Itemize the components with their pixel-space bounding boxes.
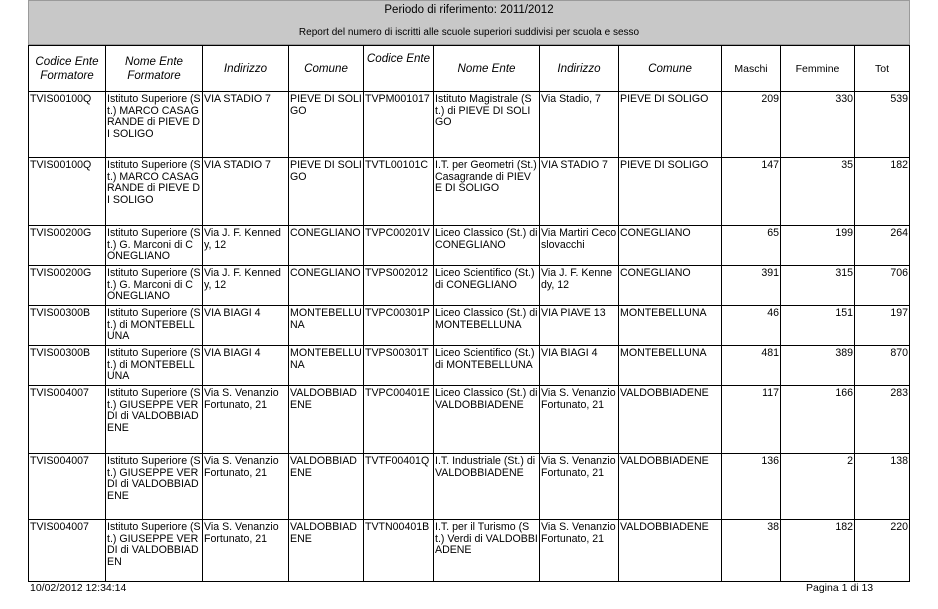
cell-nome-formatore: Istituto Superiore (St.) GIUSEPPE VERDI di VALDOBBIADEN — [106, 520, 203, 582]
cell-indirizzo-formatore: VIA STADIO 7 — [203, 92, 289, 158]
cell-comune-ente: VALDOBBIADENE — [619, 454, 722, 520]
col-header-nome-ente: Nome Ente — [434, 46, 540, 92]
cell-tot: 220 — [855, 520, 910, 582]
cell-nome-ente: I.T. Industriale (St.) di VALDOBBIADENE — [434, 454, 540, 520]
cell-femmine: 166 — [781, 386, 855, 454]
cell-tot: 283 — [855, 386, 910, 454]
cell-nome-ente: Istituto Magistrale (St.) di PIEVE DI SOLIGO — [434, 92, 540, 158]
cell-codice-formatore: TVIS00300B — [29, 306, 106, 346]
table-header-row — [29, 46, 910, 92]
cell-maschi: 147 — [722, 158, 781, 226]
cell-codice-ente: TVTN00401B — [364, 520, 434, 582]
cell-codice-ente: TVTF00401Q — [364, 454, 434, 520]
cell-nome-formatore: Istituto Superiore (St.) di MONTEBELLUNA — [106, 306, 203, 346]
cell-comune-ente: CONEGLIANO — [619, 226, 722, 266]
cell-nome-formatore: Istituto Superiore (St.) GIUSEPPE VERDI di VALDOBBIADENE — [106, 386, 203, 454]
cell-indirizzo-formatore: VIA STADIO 7 — [203, 158, 289, 226]
cell-comune-ente: MONTEBELLUNA — [619, 306, 722, 346]
cell-nome-formatore: Istituto Superiore (St.) G. Marconi di CONEGLIANO — [106, 226, 203, 266]
cell-indirizzo-ente: Via Stadio, 7 — [540, 92, 619, 158]
cell-nome-formatore: Istituto Superiore (St.) MARCO CASAGRANDE di PIEVE DI SOLIGO — [106, 158, 203, 226]
cell-codice-formatore: TVIS004007 — [29, 454, 106, 520]
cell-codice-ente: TVPC00301P — [364, 306, 434, 346]
cell-indirizzo-ente: VIA PIAVE 13 — [540, 306, 619, 346]
col-header-maschi: Maschi — [722, 46, 781, 92]
table-row — [29, 92, 910, 158]
cell-comune-ente: CONEGLIANO — [619, 266, 722, 306]
cell-nome-formatore: Istituto Superiore (St.) G. Marconi di CONEGLIANO — [106, 266, 203, 306]
cell-femmine: 330 — [781, 92, 855, 158]
cell-tot: 539 — [855, 92, 910, 158]
cell-indirizzo-formatore: Via S. Venanzio Fortunato, 21 — [203, 386, 289, 454]
cell-indirizzo-ente: Via S. Venanzio Fortunato, 21 — [540, 520, 619, 582]
cell-comune-formatore: VALDOBBIADENE — [289, 520, 364, 582]
cell-comune-formatore: PIEVE DI SOLIGO — [289, 158, 364, 226]
cell-comune-ente: VALDOBBIADENE — [619, 386, 722, 454]
cell-maschi: 38 — [722, 520, 781, 582]
cell-tot: 870 — [855, 346, 910, 386]
col-header-codice-ente: Codice Ente — [364, 46, 434, 92]
cell-maschi: 117 — [722, 386, 781, 454]
cell-indirizzo-formatore: Via J. F. Kennedy, 12 — [203, 226, 289, 266]
cell-tot: 706 — [855, 266, 910, 306]
cell-indirizzo-formatore: Via S. Venanzio Fortunato, 21 — [203, 520, 289, 582]
cell-maschi: 65 — [722, 226, 781, 266]
cell-codice-formatore: TVIS00100Q — [29, 92, 106, 158]
cell-codice-formatore: TVIS00200G — [29, 226, 106, 266]
cell-codice-ente: TVPM001017 — [364, 92, 434, 158]
cell-codice-formatore: TVIS004007 — [29, 520, 106, 582]
cell-indirizzo-ente: Via J. F. Kennedy, 12 — [540, 266, 619, 306]
cell-comune-formatore: MONTEBELLUNA — [289, 346, 364, 386]
cell-codice-ente: TVPS002012 — [364, 266, 434, 306]
table-row — [29, 454, 910, 520]
cell-codice-ente: TVPS00301T — [364, 346, 434, 386]
cell-indirizzo-ente: Via S. Venanzio Fortunato, 21 — [540, 454, 619, 520]
col-header-nome-formatore: Nome Ente Formatore — [106, 46, 203, 92]
table-row — [29, 386, 910, 454]
cell-maschi: 391 — [722, 266, 781, 306]
cell-comune-ente: PIEVE DI SOLIGO — [619, 92, 722, 158]
col-header-tot: Tot — [855, 46, 910, 92]
table-row — [29, 226, 910, 266]
cell-nome-ente: Liceo Classico (St.) di CONEGLIANO — [434, 226, 540, 266]
cell-tot: 264 — [855, 226, 910, 266]
cell-indirizzo-ente: Via S. Venanzio Fortunato, 21 — [540, 386, 619, 454]
cell-indirizzo-ente: VIA STADIO 7 — [540, 158, 619, 226]
table-row — [29, 520, 910, 582]
cell-nome-formatore: Istituto Superiore (St.) di MONTEBELLUNA — [106, 346, 203, 386]
cell-femmine: 389 — [781, 346, 855, 386]
cell-comune-formatore: VALDOBBIADENE — [289, 454, 364, 520]
cell-femmine: 199 — [781, 226, 855, 266]
col-header-codice-formatore: Codice Ente Formatore — [29, 46, 106, 92]
cell-maschi: 209 — [722, 92, 781, 158]
cell-nome-ente: I.T. per Geometri (St.) Casagrande di PIEVE DI SOLIGO — [434, 158, 540, 226]
page-indicator: Pagina 1 di 13 — [806, 582, 874, 594]
cell-tot: 197 — [855, 306, 910, 346]
enrollment-table — [28, 45, 910, 582]
cell-comune-formatore: CONEGLIANO — [289, 266, 364, 306]
cell-nome-ente: I.T. per il Turismo (St.) Verdi di VALDOBBIADENE — [434, 520, 540, 582]
cell-maschi: 136 — [722, 454, 781, 520]
cell-codice-ente: TVPC00201V — [364, 226, 434, 266]
col-header-indirizzo-ente: Indirizzo — [540, 46, 619, 92]
cell-tot: 182 — [855, 158, 910, 226]
col-header-comune-formatore: Comune — [289, 46, 364, 92]
cell-maschi: 481 — [722, 346, 781, 386]
cell-comune-formatore: PIEVE DI SOLIGO — [289, 92, 364, 158]
cell-codice-formatore: TVIS004007 — [29, 386, 106, 454]
cell-nome-ente: Liceo Scientifico (St.) di CONEGLIANO — [434, 266, 540, 306]
cell-codice-formatore: TVIS00100Q — [29, 158, 106, 226]
cell-femmine: 315 — [781, 266, 855, 306]
cell-maschi: 46 — [722, 306, 781, 346]
cell-nome-ente: Liceo Scientifico (St.) di MONTEBELLUNA — [434, 346, 540, 386]
cell-comune-ente: PIEVE DI SOLIGO — [619, 158, 722, 226]
cell-codice-ente: TVPC00401E — [364, 386, 434, 454]
cell-codice-formatore: TVIS00200G — [29, 266, 106, 306]
table-row — [29, 306, 910, 346]
cell-femmine: 151 — [781, 306, 855, 346]
cell-comune-formatore: CONEGLIANO — [289, 226, 364, 266]
cell-femmine: 2 — [781, 454, 855, 520]
cell-femmine: 182 — [781, 520, 855, 582]
cell-tot: 138 — [855, 454, 910, 520]
cell-comune-formatore: MONTEBELLUNA — [289, 306, 364, 346]
cell-indirizzo-formatore: VIA BIAGI 4 — [203, 346, 289, 386]
col-header-femmine: Femmine — [781, 46, 855, 92]
col-header-comune-ente: Comune — [619, 46, 722, 92]
cell-comune-ente: VALDOBBIADENE — [619, 520, 722, 582]
report-header — [28, 0, 910, 45]
cell-comune-ente: MONTEBELLUNA — [619, 346, 722, 386]
report-title: Periodo di riferimento: 2011/2012 — [384, 4, 554, 16]
cell-nome-ente: Liceo Classico (St.) di VALDOBBIADENE — [434, 386, 540, 454]
cell-codice-ente: TVTL00101C — [364, 158, 434, 226]
cell-codice-formatore: TVIS00300B — [29, 346, 106, 386]
cell-nome-formatore: Istituto Superiore (St.) GIUSEPPE VERDI di VALDOBBIADENE — [106, 454, 203, 520]
cell-comune-formatore: VALDOBBIADENE — [289, 386, 364, 454]
table-row — [29, 346, 910, 386]
cell-indirizzo-formatore: VIA BIAGI 4 — [203, 306, 289, 346]
cell-nome-ente: Liceo Classico (St.) di MONTEBELLUNA — [434, 306, 540, 346]
cell-indirizzo-formatore: Via J. F. Kennedy, 12 — [203, 266, 289, 306]
cell-femmine: 35 — [781, 158, 855, 226]
table-row — [29, 158, 910, 226]
col-header-indirizzo-formatore: Indirizzo — [203, 46, 289, 92]
cell-indirizzo-formatore: Via S. Venanzio Fortunato, 21 — [203, 454, 289, 520]
cell-nome-formatore: Istituto Superiore (St.) MARCO CASAGRANDE di PIEVE DI SOLIGO — [106, 92, 203, 158]
cell-indirizzo-ente: VIA BIAGI 4 — [540, 346, 619, 386]
table-row — [29, 266, 910, 306]
cell-indirizzo-ente: Via Martiri Cecoslovacchi — [540, 226, 619, 266]
print-timestamp: 10/02/2012 12:34:14 — [30, 582, 127, 594]
report-subtitle: Report del numero di iscritti alle scuole superiori suddivisi per scuola e sesso — [298, 27, 640, 38]
